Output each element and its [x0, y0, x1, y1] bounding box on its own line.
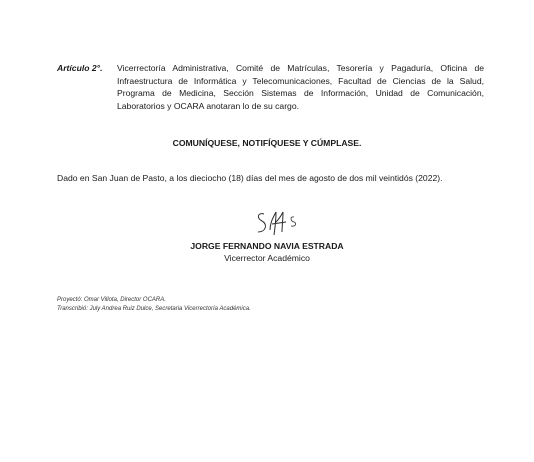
closing-formula: COMUNÍQUESE, NOTIFÍQUESE Y CÚMPLASE.	[172, 138, 362, 148]
article-label: Artículo 2°.	[57, 63, 103, 73]
projected-by: Proyectó: Omar Villota, Director OCARA.	[57, 297, 166, 303]
credits-block	[57, 296, 477, 313]
date-place-statement: Dado en San Juan de Pasto, a los dieciocho (18) días del mes de agosto de dos mil veintidós (2022).	[57, 173, 443, 183]
article-2	[57, 62, 484, 112]
signer-role: Vicerrector Académico	[224, 253, 310, 263]
signer-name: JORGE FERNANDO NAVIA ESTRADA	[190, 241, 344, 251]
handwritten-signature	[252, 208, 302, 238]
transcribed-by: Transcribió: July Andrea Ruiz Dulce, Secretaria Vicerrectoría Académica.	[57, 305, 251, 312]
article-text: Vicerrectoría Administrativa, Comité de Matrículas, Tesorería y Pagaduría, Oficina de Infraestructura de Informática y Telecomunicaciones, Facultad de Ciencias de la Salud, Programa de Medicina, Sección Sistemas de Información, Unidad de Comunicación, Laboratorios y OCARA anotaran lo de su cargo.	[117, 63, 484, 111]
